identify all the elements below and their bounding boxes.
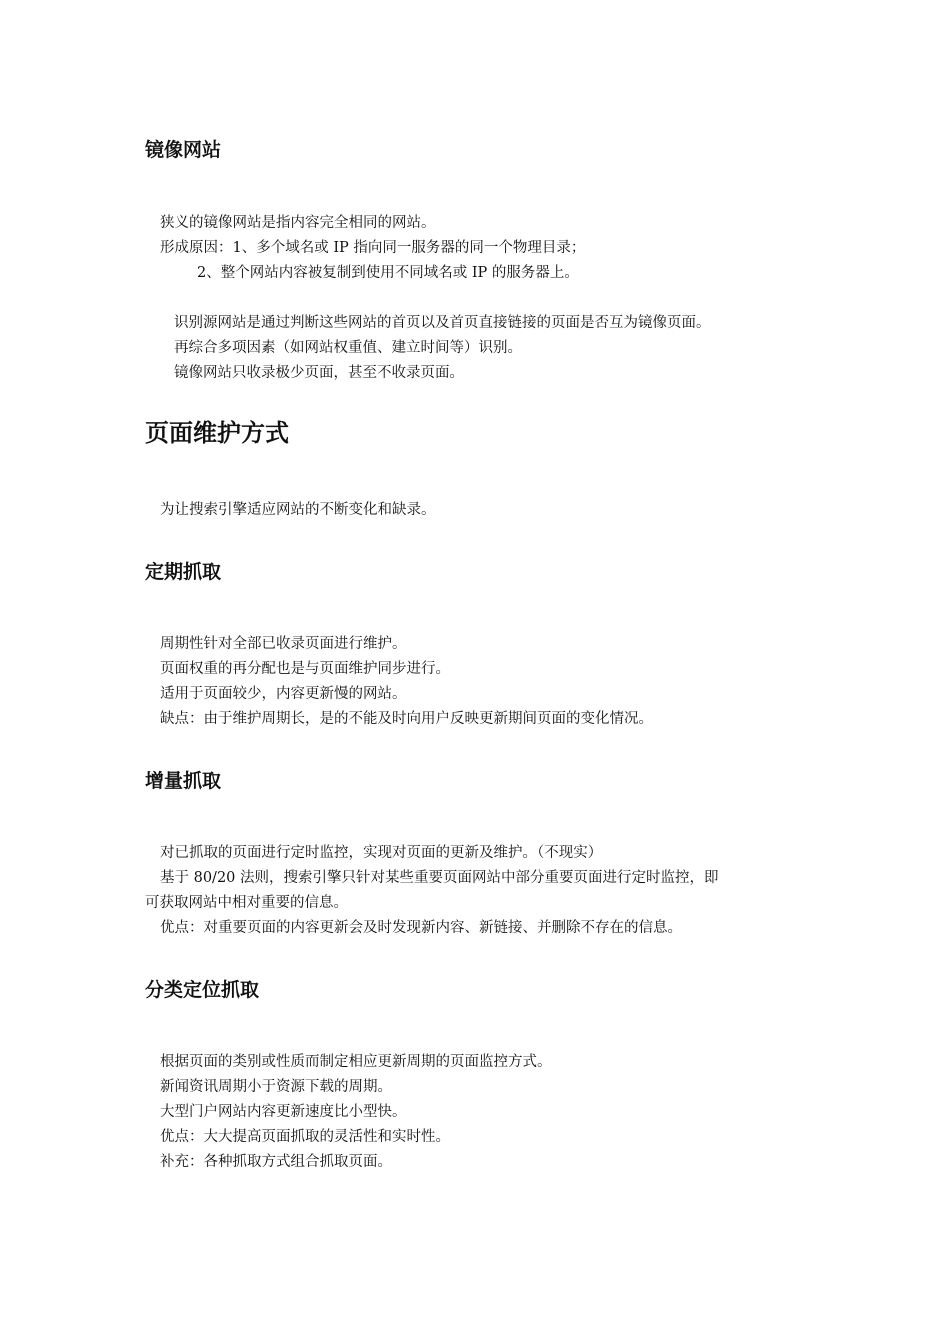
paragraph-line: 2、整个网站内容被复制到使用不同域名或 IP 的服务器上。 bbox=[197, 265, 579, 281]
paragraph-line: 可获取网站中相对重要的信息。 bbox=[145, 895, 348, 911]
paragraph-line: 对已抓取的页面进行定时监控，实现对页面的更新及维护。（不现实） bbox=[160, 845, 603, 861]
paragraph-line: 为让搜索引擎适应网站的不断变化和缺录。 bbox=[160, 502, 436, 518]
paragraph-line: 优点：对重要页面的内容更新会及时发现新内容、新链接、并删除不存在的信息。 bbox=[160, 920, 682, 936]
paragraph-line: 页面权重的再分配也是与页面维护同步进行。 bbox=[160, 661, 450, 677]
heading-incremental-crawl: 增量抓取 bbox=[145, 770, 222, 792]
heading-periodic-crawl: 定期抓取 bbox=[145, 561, 222, 583]
paragraph-line: 镜像网站只收录极少页面，甚至不收录页面。 bbox=[174, 365, 464, 381]
paragraph-line: 形成原因：1、多个域名或 IP 指向同一服务器的同一个物理目录； bbox=[160, 240, 586, 256]
paragraph-line: 再综合多项因素（如网站权重值、建立时间等）识别。 bbox=[174, 340, 522, 356]
paragraph-line: 大型门户网站内容更新速度比小型快。 bbox=[160, 1104, 407, 1120]
paragraph-line: 补充：各种抓取方式组合抓取页面。 bbox=[160, 1154, 392, 1170]
paragraph-line: 优点：大大提高页面抓取的灵活性和实时性。 bbox=[160, 1129, 450, 1145]
heading-mirror-sites: 镜像网站 bbox=[145, 139, 222, 161]
paragraph-line: 基于 80/20 法则，搜索引擎只针对某些重要页面网站中部分重要页面进行定时监控，即 bbox=[160, 870, 719, 886]
paragraph-line: 识别源网站是通过判断这些网站的首页以及首页直接链接的页面是否互为镜像页面。 bbox=[174, 315, 711, 331]
paragraph-line: 周期性针对全部已收录页面进行维护。 bbox=[160, 636, 407, 652]
paragraph-line: 缺点：由于维护周期长，是的不能及时向用户反映更新期间页面的变化情况。 bbox=[160, 711, 653, 727]
heading-page-maintenance: 页面维护方式 bbox=[145, 419, 289, 447]
paragraph-line: 新闻资讯周期小于资源下载的周期。 bbox=[160, 1079, 392, 1095]
paragraph-line: 根据页面的类别或性质而制定相应更新周期的页面监控方式。 bbox=[160, 1054, 552, 1070]
paragraph-line: 适用于页面较少，内容更新慢的网站。 bbox=[160, 686, 407, 702]
heading-category-crawl: 分类定位抓取 bbox=[145, 979, 260, 1001]
paragraph-line: 狭义的镜像网站是指内容完全相同的网站。 bbox=[160, 215, 436, 231]
